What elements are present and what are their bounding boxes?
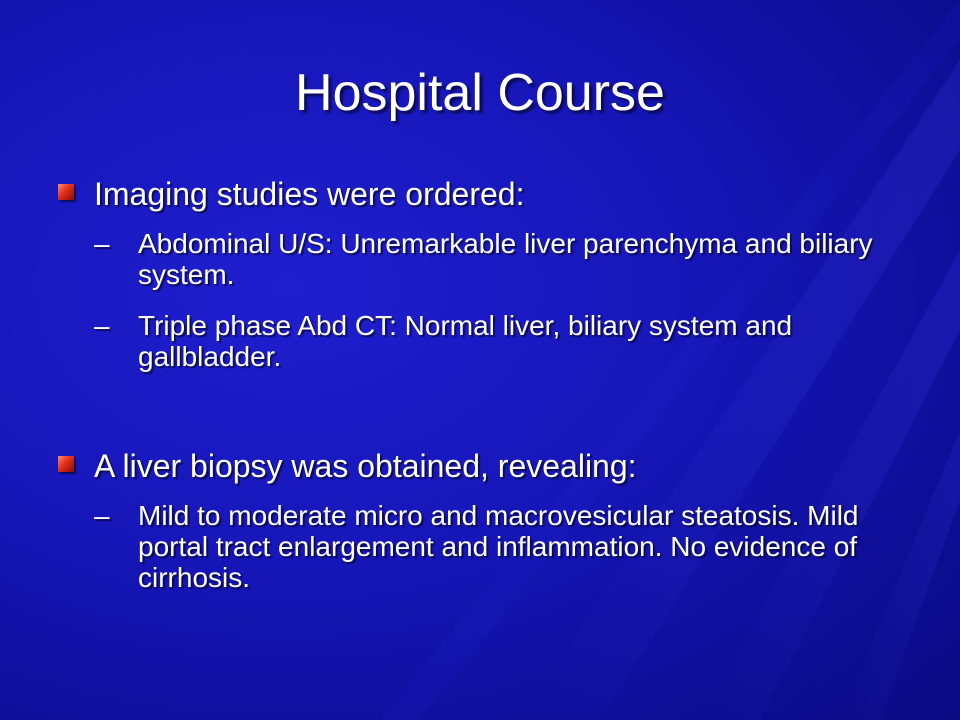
dash-marker: – bbox=[94, 228, 110, 259]
slide-title: Hospital Course bbox=[295, 64, 665, 122]
dash-marker: – bbox=[94, 310, 110, 341]
bullet-square-icon bbox=[58, 456, 74, 472]
dash-marker: – bbox=[94, 500, 110, 531]
bullet-text: Imaging studies were ordered: bbox=[94, 176, 525, 212]
subitem-text: Mild to moderate micro and macrovesicular steatosis. Mild portal tract enlargement and inflammation. No evidence of cirrhosis. bbox=[138, 500, 859, 593]
bullet-square-icon bbox=[58, 184, 74, 200]
subitem-text: Triple phase Abd CT: Normal liver, biliary system and gallbladder. bbox=[138, 310, 793, 372]
bullet-text: A liver biopsy was obtained, revealing: bbox=[94, 448, 637, 484]
subitem-text: Abdominal U/S: Unremarkable liver parenchyma and biliary system. bbox=[138, 228, 873, 290]
